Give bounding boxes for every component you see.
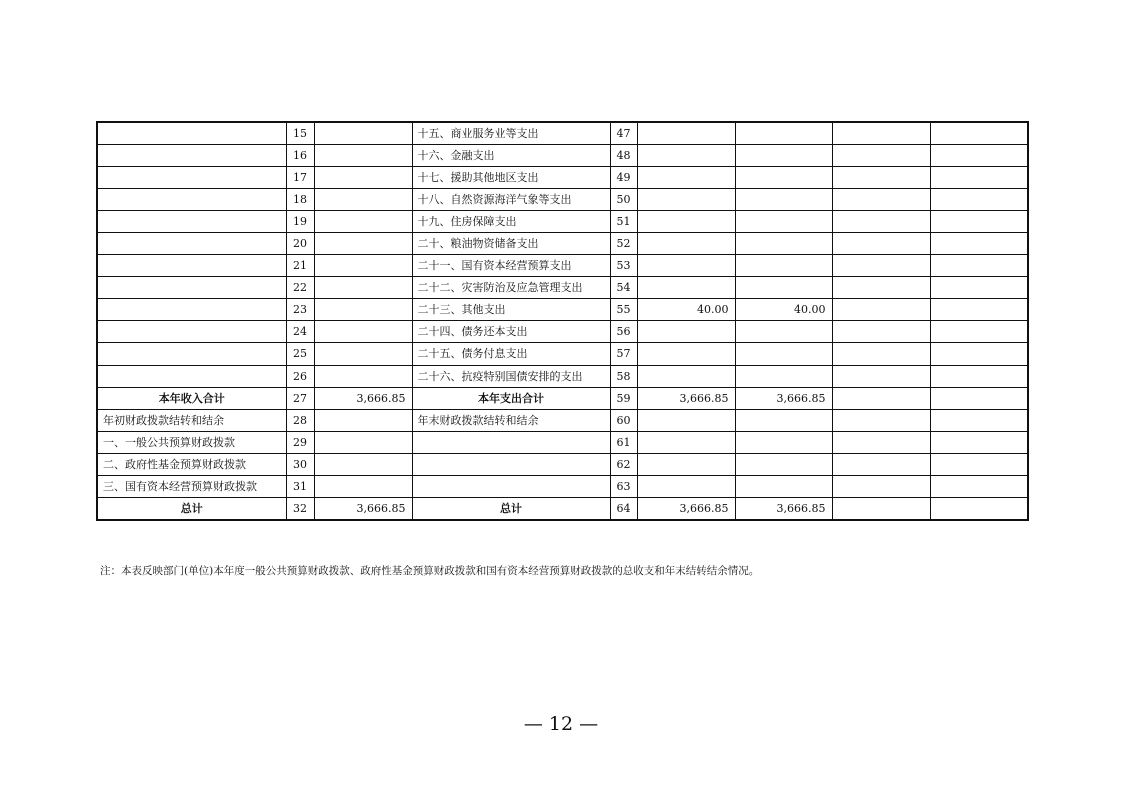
government-fund-cell: [832, 277, 930, 299]
state-capital-cell: [930, 210, 1028, 232]
table-note: 注：本表反映部门(单位)本年度一般公共预算财政拨款、政府性基金预算财政拨款和国有资本经营预算财政拨款的总收支和年末结转结余情况。: [100, 565, 760, 577]
expense-row-number-cell: 61: [610, 431, 637, 453]
table-row: [97, 409, 1028, 431]
income-item-cell: 本年收入合计: [97, 387, 286, 409]
table-row: [97, 232, 1028, 254]
table-row: [97, 122, 1028, 144]
government-fund-cell: [832, 365, 930, 387]
general-budget-cell: 40.00: [735, 299, 832, 321]
income-item-cell: 总计: [97, 498, 286, 520]
general-budget-cell: 3,666.85: [735, 387, 832, 409]
table-row: [97, 210, 1028, 232]
government-fund-cell: [832, 498, 930, 520]
income-amount-cell: [314, 299, 412, 321]
income-amount-cell: [314, 232, 412, 254]
income-amount-cell: [314, 277, 412, 299]
general-budget-cell: [735, 431, 832, 453]
state-capital-cell: [930, 166, 1028, 188]
expense-row-number-cell: 48: [610, 144, 637, 166]
expense-total-cell: 40.00: [637, 299, 735, 321]
expense-total-cell: [637, 232, 735, 254]
expense-total-cell: [637, 365, 735, 387]
income-amount-cell: [314, 210, 412, 232]
income-item-cell: [97, 299, 286, 321]
income-row-number-cell: 23: [286, 299, 314, 321]
table-row: [97, 255, 1028, 277]
income-amount-cell: [314, 255, 412, 277]
table-row: [97, 453, 1028, 475]
income-item-cell: [97, 166, 286, 188]
general-budget-cell: [735, 453, 832, 475]
table-row: [97, 476, 1028, 498]
government-fund-cell: [832, 188, 930, 210]
expense-total-cell: [637, 188, 735, 210]
government-fund-cell: [832, 387, 930, 409]
expense-item-cell: 二十一、国有资本经营预算支出: [412, 255, 610, 277]
expense-item-cell: 二十、粮油物资储备支出: [412, 232, 610, 254]
general-budget-cell: [735, 144, 832, 166]
expense-total-cell: [637, 255, 735, 277]
state-capital-cell: [930, 365, 1028, 387]
expense-item-cell: 十八、自然资源海洋气象等支出: [412, 188, 610, 210]
expense-row-number-cell: 62: [610, 453, 637, 475]
general-budget-cell: [735, 365, 832, 387]
expense-row-number-cell: 58: [610, 365, 637, 387]
income-row-number-cell: 15: [286, 122, 314, 144]
government-fund-cell: [832, 409, 930, 431]
government-fund-cell: [832, 255, 930, 277]
state-capital-cell: [930, 277, 1028, 299]
page-number: — 12 —: [523, 713, 599, 735]
expense-total-cell: 3,666.85: [637, 498, 735, 520]
expense-row-number-cell: 49: [610, 166, 637, 188]
income-row-number-cell: 27: [286, 387, 314, 409]
expense-item-cell: 二十二、灾害防治及应急管理支出: [412, 277, 610, 299]
income-row-number-cell: 26: [286, 365, 314, 387]
state-capital-cell: [930, 144, 1028, 166]
table-body: [97, 122, 1028, 520]
state-capital-cell: [930, 343, 1028, 365]
income-amount-cell: [314, 431, 412, 453]
income-amount-cell: [314, 343, 412, 365]
expense-total-cell: [637, 453, 735, 475]
government-fund-cell: [832, 453, 930, 475]
income-amount-cell: [314, 321, 412, 343]
expense-row-number-cell: 55: [610, 299, 637, 321]
income-row-number-cell: 20: [286, 232, 314, 254]
expense-total-cell: [637, 321, 735, 343]
income-item-cell: [97, 365, 286, 387]
expense-item-cell: 本年支出合计: [412, 387, 610, 409]
expense-total-cell: [637, 210, 735, 232]
income-amount-cell: [314, 409, 412, 431]
state-capital-cell: [930, 431, 1028, 453]
income-item-cell: [97, 188, 286, 210]
expense-item-cell: [412, 476, 610, 498]
government-fund-cell: [832, 232, 930, 254]
government-fund-cell: [832, 122, 930, 144]
general-budget-cell: [735, 255, 832, 277]
income-item-cell: 二、政府性基金预算财政拨款: [97, 453, 286, 475]
expense-item-cell: 十六、金融支出: [412, 144, 610, 166]
expense-total-cell: [637, 166, 735, 188]
expense-item-cell: 十九、住房保障支出: [412, 210, 610, 232]
table-row: [97, 387, 1028, 409]
state-capital-cell: [930, 232, 1028, 254]
table-row: [97, 188, 1028, 210]
expense-row-number-cell: 59: [610, 387, 637, 409]
state-capital-cell: [930, 188, 1028, 210]
income-amount-cell: [314, 476, 412, 498]
expense-item-cell: 二十三、其他支出: [412, 299, 610, 321]
income-row-number-cell: 18: [286, 188, 314, 210]
state-capital-cell: [930, 476, 1028, 498]
income-item-cell: [97, 144, 286, 166]
expense-row-number-cell: 50: [610, 188, 637, 210]
state-capital-cell: [930, 498, 1028, 520]
expense-row-number-cell: 54: [610, 277, 637, 299]
income-row-number-cell: 16: [286, 144, 314, 166]
income-item-cell: 一、一般公共预算财政拨款: [97, 431, 286, 453]
general-budget-cell: [735, 321, 832, 343]
expense-row-number-cell: 63: [610, 476, 637, 498]
state-capital-cell: [930, 453, 1028, 475]
general-budget-cell: [735, 343, 832, 365]
expense-row-number-cell: 60: [610, 409, 637, 431]
income-item-cell: [97, 277, 286, 299]
expense-total-cell: 3,666.85: [637, 387, 735, 409]
income-row-number-cell: 21: [286, 255, 314, 277]
general-budget-cell: [735, 166, 832, 188]
table-row: [97, 277, 1028, 299]
expense-row-number-cell: 52: [610, 232, 637, 254]
government-fund-cell: [832, 476, 930, 498]
income-row-number-cell: 22: [286, 277, 314, 299]
expense-row-number-cell: 47: [610, 122, 637, 144]
expense-total-cell: [637, 409, 735, 431]
table-row: [97, 365, 1028, 387]
income-item-cell: [97, 210, 286, 232]
income-amount-cell: [314, 166, 412, 188]
general-budget-cell: [735, 122, 832, 144]
general-budget-cell: [735, 232, 832, 254]
government-fund-cell: [832, 210, 930, 232]
fiscal-appropriation-table: [96, 121, 1029, 521]
table-row: [97, 144, 1028, 166]
income-row-number-cell: 25: [286, 343, 314, 365]
expense-item-cell: 二十五、债务付息支出: [412, 343, 610, 365]
income-row-number-cell: 31: [286, 476, 314, 498]
income-row-number-cell: 17: [286, 166, 314, 188]
income-row-number-cell: 28: [286, 409, 314, 431]
table-row: [97, 321, 1028, 343]
expense-total-cell: [637, 431, 735, 453]
expense-total-cell: [637, 277, 735, 299]
income-item-cell: [97, 255, 286, 277]
income-row-number-cell: 30: [286, 453, 314, 475]
income-item-cell: 三、国有资本经营预算财政拨款: [97, 476, 286, 498]
income-row-number-cell: 32: [286, 498, 314, 520]
expense-item-cell: 二十六、抗疫特别国债安排的支出: [412, 365, 610, 387]
government-fund-cell: [832, 431, 930, 453]
expense-total-cell: [637, 122, 735, 144]
expense-item-cell: [412, 453, 610, 475]
income-amount-cell: 3,666.85: [314, 387, 412, 409]
expense-item-cell: 十五、商业服务业等支出: [412, 122, 610, 144]
expense-row-number-cell: 56: [610, 321, 637, 343]
government-fund-cell: [832, 343, 930, 365]
income-item-cell: [97, 122, 286, 144]
table-row: [97, 498, 1028, 520]
general-budget-cell: 3,666.85: [735, 498, 832, 520]
table-row: [97, 343, 1028, 365]
income-amount-cell: [314, 122, 412, 144]
government-fund-cell: [832, 299, 930, 321]
government-fund-cell: [832, 321, 930, 343]
government-fund-cell: [832, 144, 930, 166]
expense-item-cell: 年末财政拨款结转和结余: [412, 409, 610, 431]
income-row-number-cell: 24: [286, 321, 314, 343]
expense-total-cell: [637, 476, 735, 498]
income-item-cell: [97, 321, 286, 343]
government-fund-cell: [832, 166, 930, 188]
expense-item-cell: [412, 431, 610, 453]
income-item-cell: 年初财政拨款结转和结余: [97, 409, 286, 431]
expense-row-number-cell: 51: [610, 210, 637, 232]
general-budget-cell: [735, 210, 832, 232]
general-budget-cell: [735, 409, 832, 431]
income-amount-cell: 3,666.85: [314, 498, 412, 520]
income-amount-cell: [314, 188, 412, 210]
income-row-number-cell: 19: [286, 210, 314, 232]
income-item-cell: [97, 232, 286, 254]
state-capital-cell: [930, 299, 1028, 321]
table-row: [97, 166, 1028, 188]
income-row-number-cell: 29: [286, 431, 314, 453]
income-amount-cell: [314, 365, 412, 387]
state-capital-cell: [930, 255, 1028, 277]
expense-row-number-cell: 57: [610, 343, 637, 365]
state-capital-cell: [930, 387, 1028, 409]
expense-row-number-cell: 64: [610, 498, 637, 520]
expense-item-cell: 总计: [412, 498, 610, 520]
state-capital-cell: [930, 122, 1028, 144]
income-item-cell: [97, 343, 286, 365]
general-budget-cell: [735, 188, 832, 210]
income-amount-cell: [314, 453, 412, 475]
general-budget-cell: [735, 277, 832, 299]
expense-total-cell: [637, 343, 735, 365]
table-row: [97, 299, 1028, 321]
table-row: [97, 431, 1028, 453]
general-budget-cell: [735, 476, 832, 498]
expense-total-cell: [637, 144, 735, 166]
expense-item-cell: 十七、援助其他地区支出: [412, 166, 610, 188]
expense-item-cell: 二十四、债务还本支出: [412, 321, 610, 343]
expense-row-number-cell: 53: [610, 255, 637, 277]
state-capital-cell: [930, 321, 1028, 343]
income-amount-cell: [314, 144, 412, 166]
state-capital-cell: [930, 409, 1028, 431]
